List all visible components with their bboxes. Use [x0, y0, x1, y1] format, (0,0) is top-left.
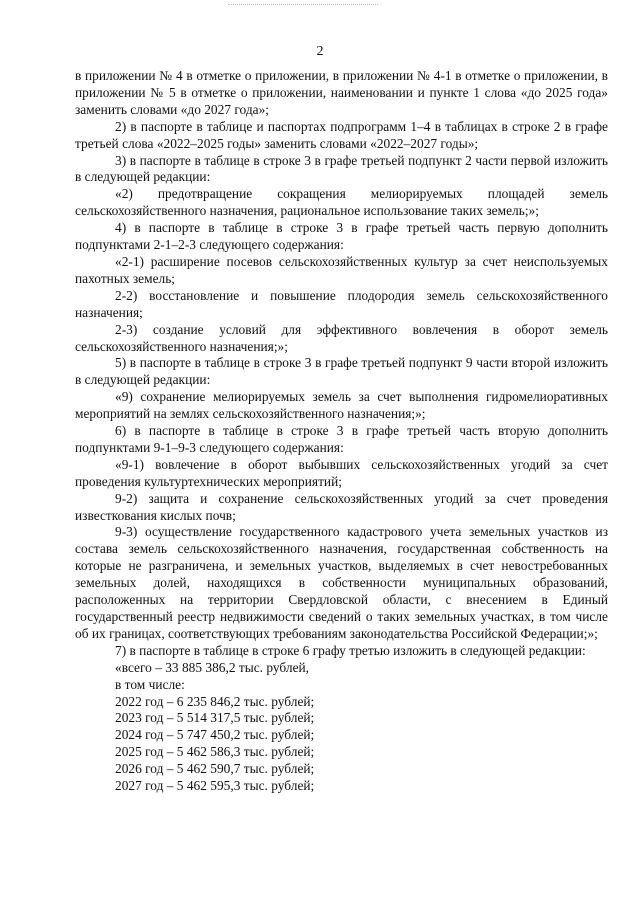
p-quote-2-3: 2-3) создание условий для эффективного вовлечения в оборот земель сельскохозяйственного назначения;»; — [75, 321, 608, 354]
funding-line: в том числе: — [115, 676, 185, 692]
funding-line: 2027 год – 5 462 595,3 тыс. рублей; — [115, 778, 315, 794]
funding-line: 2022 год – 6 235 846,2 тыс. рублей; — [115, 693, 315, 709]
funding-list — [75, 660, 608, 795]
p-quote-9-3: 9-3) осуществление государственного кадастрового учета земельных участков из состава земель сельскохозяйственного назначения, государственная собственность на которые не разграничена, и земельных участков, выделяемых в счет невостребованных земельных долей, находящихся в собственности муниципальных образований, расположенных на территории Свердловской области, с внесением в Единый государственный реестр недвижимости сведений о таких земельных участках, в том числе об их границах, соответствующих требованиям законодательства Российской Федерации;»; — [75, 524, 608, 641]
p-item-7: 7) в паспорте в таблице в строке 6 графу третью изложить в следующей редакции: — [115, 642, 586, 658]
p-item-3: 3) в паспорте в таблице в строке 3 в графе третьей подпункт 2 части первой изложить в следующей редакции: — [75, 152, 608, 185]
p-quote-9-2: 9-2) защита и сохранение сельскохозяйственных угодий за счет проведения известкования кислых почв; — [75, 490, 608, 523]
page-number: 2 — [316, 44, 324, 59]
p-quote-2-1: «2-1) расширение посевов сельскохозяйственных культур за счет неиспользуемых пахотных земель; — [75, 253, 608, 286]
p-quote-9-1: «9-1) вовлечение в оборот выбывших сельскохозяйственных угодий за счет проведения культуртехнических мероприятий; — [75, 456, 608, 489]
p-intro: в приложении № 4 в отметке о приложении, в приложении № 4-1 в отметке о приложении, в приложении № 5 в отметке о приложении, наименовании и пункте 1 слова «до 2025 года» заменить словами «до 2027 года»; — [75, 68, 608, 117]
p-item-4: 4) в паспорте в таблице в строке 3 в графе третьей часть первую дополнить подпунктами 2-1–2-3 следующего содержания: — [75, 220, 608, 253]
p-quote-2-2: 2-2) восстановление и повышение плодородия земель сельскохозяйственного назначения; — [75, 287, 608, 320]
p-quote-2: «2) предотвращение сокращения мелиорируемых площадей земель сельскохозяйственного назначения, рациональное использование таких земель;»; — [75, 186, 608, 219]
paragraph-list — [75, 68, 608, 660]
funding-line: 2023 год – 5 514 317,5 тыс. рублей; — [115, 710, 315, 726]
p-quote-9: «9) сохранение мелиорируемых земель за счет выполнения гидромелиоративных мероприятий на землях сельскохозяйственного назначения;»; — [75, 389, 608, 422]
funding-line: «всего – 33 885 386,2 тыс. рублей, — [115, 659, 310, 675]
funding-line: 2026 год – 5 462 590,7 тыс. рублей; — [115, 761, 315, 777]
p-item-5: 5) в паспорте в таблице в строке 3 в графе третьей подпункт 9 части второй изложить в следующей редакции: — [75, 355, 608, 388]
p-item-2: 2) в паспорте в таблице и паспортах подпрограмм 1–4 в таблицах в строке 2 в графе третьей слова «2022–2025 годы» заменить словами «2022–2027 годы»; — [75, 118, 608, 151]
funding-line: 2025 год – 5 462 586,3 тыс. рублей; — [115, 744, 315, 760]
scan-artifact — [228, 0, 378, 5]
funding-line: 2024 год – 5 747 450,2 тыс. рублей; — [115, 727, 315, 743]
p-item-6: 6) в паспорте в таблице в строке 3 в графе третьей часть вторую дополнить подпунктами 9-1–9-3 следующего содержания: — [75, 423, 608, 455]
document-body — [75, 68, 608, 795]
